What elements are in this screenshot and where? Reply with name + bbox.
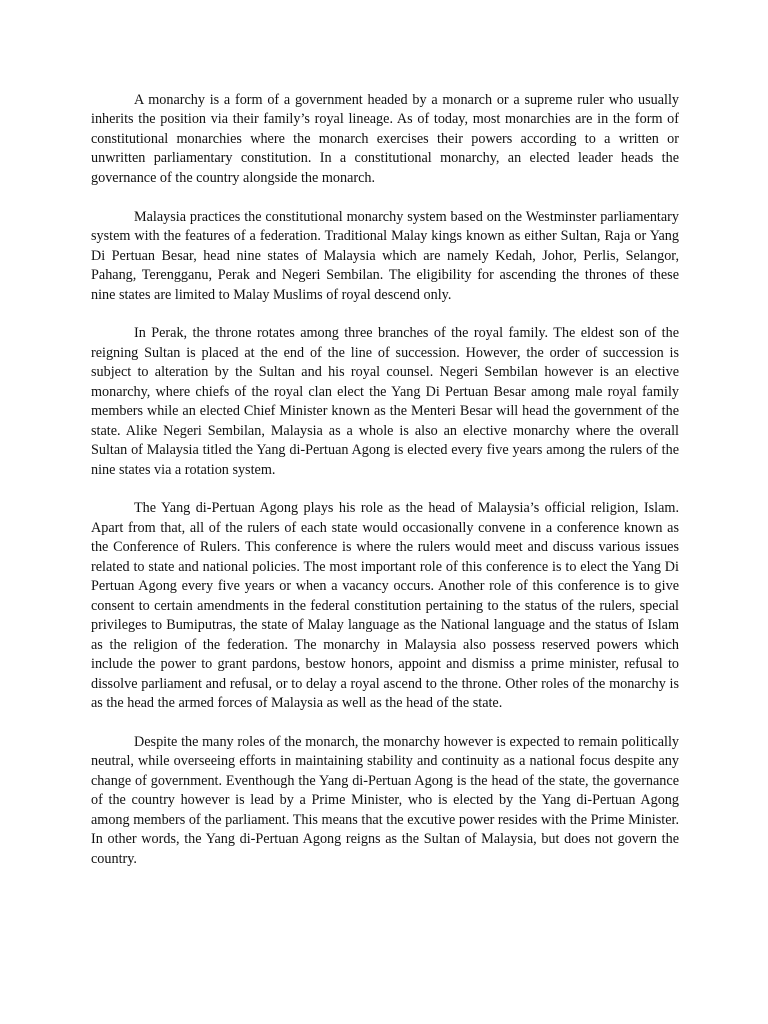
document-page: [91, 91, 679, 889]
paragraph-neutrality: Despite the many roles of the monarch, the monarchy however is expected to remain politically neutral, while overseeing efforts in maintaining stability and continuity as a national focus despite any change of government. Eventhough the Yang di-Pertuan Agong is the head of the state, the governance of the country however is lead by a Prime Minister, who is elected by the Yang di-Pertuan Agong among members of the parliament. This means that the excutive power resides with the Prime Minister. In other words, the Yang di-Pertuan Agong reigns as the Sultan of Malaysia, but does not govern the country.: [91, 733, 679, 867]
paragraph-monarchy-definition: A monarchy is a form of a government headed by a monarch or a supreme ruler who usually inherits the position via their family’s royal lineage. As of today, most monarchies are in the form of constitutional monarchies where the monarch exercises their powers according to a written or unwritten parliamentary constitution. In a constitutional monarchy, an elected leader heads the governance of the country alongside the monarch.: [91, 92, 679, 186]
paragraph-agong-role: The Yang di-Pertuan Agong plays his role as the head of Malaysia’s official religion, Islam. Apart from that, all of the rulers of each state would occasionally convene in a conference known as the Conference of Rulers. This conference is where the rulers would meet and discuss various issues related to state and national policies. The most important role of this conference is to elect the Yang Di Pertuan Agong every five years or when a vacancy occurs. Another role of this conference is to give consent to certain amendments in the federal constitution pertaining to the status of the rulers, special privileges to Bumiputras, the state of Malay language as the National language and the status of Islam as the religion of the federation. The monarchy in Malaysia also possess reserved powers which include the power to grant pardons, bestow honors, appoint and dismiss a prime minister, refusal to dissolve parliament and refusal, or to delay a royal ascend to the throne. Other roles of the monarchy is as the head the armed forces of Malaysia as well as the head of the state.: [91, 500, 679, 711]
paragraph-succession: In Perak, the throne rotates among three branches of the royal family. The eldest son of the reigning Sultan is placed at the end of the line of succession. However, the order of succession is subject to alteration by the Sultan and his royal counsel. Negeri Sembilan however is an elective monarchy, where chiefs of the royal clan elect the Yang Di Pertuan Besar among male royal family members while an elected Chief Minister known as the Menteri Besar will head the government of the state. Alike Negeri Sembilan, Malaysia as a whole is also an elective monarchy where the overall Sultan of Malaysia titled the Yang di-Pertuan Agong is elected every five years among the rulers of the nine states via a rotation system.: [91, 325, 679, 478]
paragraph-malaysia-system: Malaysia practices the constitutional monarchy system based on the Westminster parliamentary system with the features of a federation. Traditional Malay kings known as either Sultan, Raja or Yang Di Pertuan Besar, head nine states of Malaysia which are namely Kedah, Johor, Perlis, Selangor, Pahang, Terengganu, Perak and Negeri Sembilan. The eligibility for ascending the thrones of these nine states are limited to Malay Muslims of royal descend only.: [91, 208, 679, 303]
